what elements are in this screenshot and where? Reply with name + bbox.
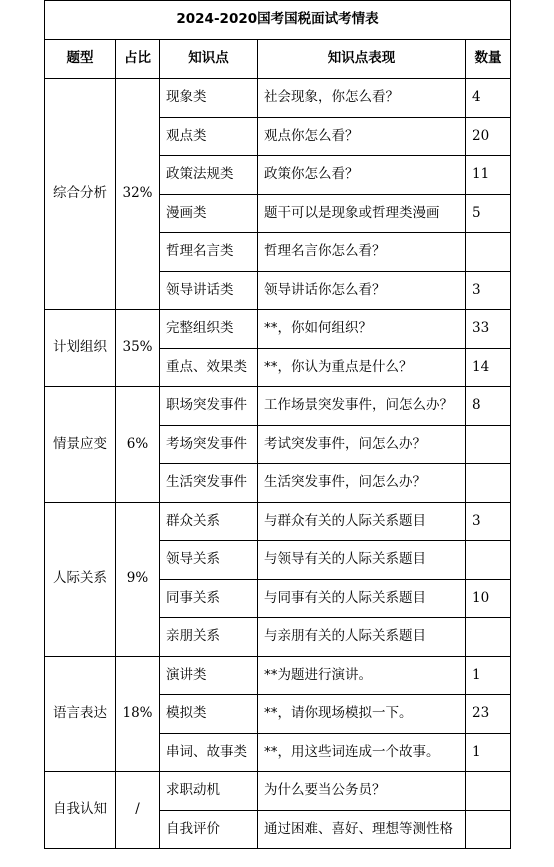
description-cell: 考试突发事件，问怎么办？ xyxy=(258,425,466,464)
title-row xyxy=(45,1,511,40)
description-cell: 与群众有关的人际关系题目 xyxy=(258,502,466,541)
knowledge-point-cell: 完整组织类 xyxy=(160,310,258,349)
knowledge-point-cell: 领导讲话类 xyxy=(160,271,258,310)
description-cell: **为题进行演讲。 xyxy=(258,656,466,695)
knowledge-point-cell: 政策法规类 xyxy=(160,156,258,195)
description-cell: 社会现象，你怎么看？ xyxy=(258,79,466,118)
description-cell: 题干可以是现象或哲理类漫画 xyxy=(258,194,466,233)
knowledge-point-cell: 观点类 xyxy=(160,117,258,156)
header-count: 数量 xyxy=(466,40,511,79)
question-type-cell: 语言表达 xyxy=(45,656,116,772)
count-cell: 11 xyxy=(466,156,511,195)
description-cell: 与亲朋有关的人际关系题目 xyxy=(258,618,466,657)
description-cell: 与同事有关的人际关系题目 xyxy=(258,579,466,618)
count-cell: 1 xyxy=(466,733,511,772)
share-cell: 6% xyxy=(116,387,160,503)
description-cell: 工作场景突发事件，问怎么办？ xyxy=(258,387,466,426)
table-row xyxy=(45,772,511,811)
count-cell: 33 xyxy=(466,310,511,349)
table-row xyxy=(45,79,511,118)
question-type-cell: 综合分析 xyxy=(45,79,116,310)
knowledge-point-cell: 重点、效果类 xyxy=(160,348,258,387)
description-cell: **，你如何组织？ xyxy=(258,310,466,349)
knowledge-point-cell: 职场突发事件 xyxy=(160,387,258,426)
share-cell: 18% xyxy=(116,656,160,772)
knowledge-point-cell: 同事关系 xyxy=(160,579,258,618)
count-cell: 4 xyxy=(466,79,511,118)
count-cell xyxy=(466,618,511,657)
description-cell: 观点你怎么看？ xyxy=(258,117,466,156)
count-cell: 10 xyxy=(466,579,511,618)
knowledge-point-cell: 领导关系 xyxy=(160,541,258,580)
table-row xyxy=(45,310,511,349)
count-cell xyxy=(466,772,511,811)
table-title: 2024-2020国考国税面试考情表 xyxy=(45,1,511,40)
knowledge-point-cell: 模拟类 xyxy=(160,695,258,734)
knowledge-point-cell: 生活突发事件 xyxy=(160,464,258,503)
count-cell xyxy=(466,810,511,849)
count-cell xyxy=(466,233,511,272)
count-cell: 3 xyxy=(466,502,511,541)
description-cell: 与领导有关的人际关系题目 xyxy=(258,541,466,580)
share-cell: 9% xyxy=(116,502,160,656)
description-cell: 政策你怎么看？ xyxy=(258,156,466,195)
knowledge-point-cell: 群众关系 xyxy=(160,502,258,541)
header-type: 题型 xyxy=(45,40,116,79)
header-knowledge-point: 知识点 xyxy=(160,40,258,79)
header-share: 占比 xyxy=(116,40,160,79)
description-cell: 为什么要当公务员？ xyxy=(258,772,466,811)
description-cell: 生活突发事件，问怎么办？ xyxy=(258,464,466,503)
description-cell: **，请你现场模拟一下。 xyxy=(258,695,466,734)
knowledge-point-cell: 现象类 xyxy=(160,79,258,118)
exam-stats-table xyxy=(44,0,511,849)
count-cell: 8 xyxy=(466,387,511,426)
question-type-cell: 人际关系 xyxy=(45,502,116,656)
knowledge-point-cell: 演讲类 xyxy=(160,656,258,695)
table-row xyxy=(45,502,511,541)
header-description: 知识点表现 xyxy=(258,40,466,79)
count-cell: 14 xyxy=(466,348,511,387)
share-cell: / xyxy=(116,772,160,849)
table-row xyxy=(45,656,511,695)
description-cell: **，用这些词连成一个故事。 xyxy=(258,733,466,772)
count-cell xyxy=(466,541,511,580)
count-cell xyxy=(466,464,511,503)
knowledge-point-cell: 自我评价 xyxy=(160,810,258,849)
description-cell: 通过困难、喜好、理想等测性格 xyxy=(258,810,466,849)
knowledge-point-cell: 求职动机 xyxy=(160,772,258,811)
count-cell: 23 xyxy=(466,695,511,734)
table-row xyxy=(45,387,511,426)
question-type-cell: 情景应变 xyxy=(45,387,116,503)
share-cell: 32% xyxy=(116,79,160,310)
count-cell xyxy=(466,425,511,464)
description-cell: 领导讲话你怎么看？ xyxy=(258,271,466,310)
count-cell: 5 xyxy=(466,194,511,233)
knowledge-point-cell: 亲朋关系 xyxy=(160,618,258,657)
knowledge-point-cell: 哲理名言类 xyxy=(160,233,258,272)
count-cell: 3 xyxy=(466,271,511,310)
description-cell: 哲理名言你怎么看？ xyxy=(258,233,466,272)
knowledge-point-cell: 漫画类 xyxy=(160,194,258,233)
question-type-cell: 计划组织 xyxy=(45,310,116,387)
question-type-cell: 自我认知 xyxy=(45,772,116,849)
share-cell: 35% xyxy=(116,310,160,387)
knowledge-point-cell: 串词、故事类 xyxy=(160,733,258,772)
knowledge-point-cell: 考场突发事件 xyxy=(160,425,258,464)
description-cell: **，你认为重点是什么？ xyxy=(258,348,466,387)
count-cell: 1 xyxy=(466,656,511,695)
header-row xyxy=(45,40,511,79)
count-cell: 20 xyxy=(466,117,511,156)
